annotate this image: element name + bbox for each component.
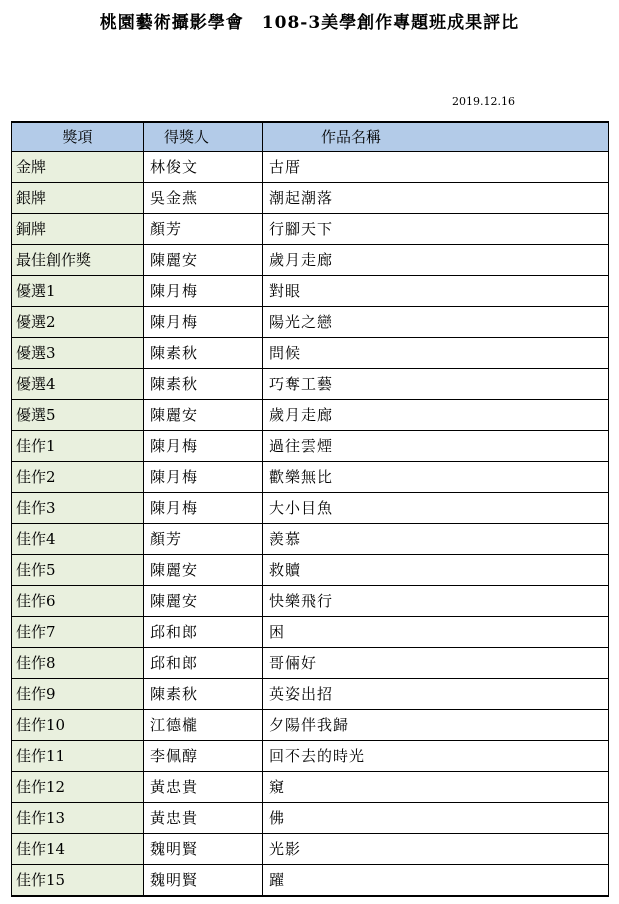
table-row — [12, 400, 609, 431]
work-cell: 過往雲煙 — [263, 431, 609, 462]
award-cell: 佳作12 — [12, 772, 144, 803]
winner-cell: 黃忠貴 — [144, 772, 263, 803]
table-header-row — [12, 122, 609, 152]
table-row — [12, 245, 609, 276]
header-work: 作品名稱 — [263, 122, 609, 152]
award-cell: 銅牌 — [12, 214, 144, 245]
work-cell: 英姿出招 — [263, 679, 609, 710]
work-cell: 潮起潮落 — [263, 183, 609, 214]
award-cell: 優選3 — [12, 338, 144, 369]
winner-cell: 陳麗安 — [144, 586, 263, 617]
table-row — [12, 524, 609, 555]
work-cell: 救贖 — [263, 555, 609, 586]
award-cell: 佳作7 — [12, 617, 144, 648]
header-winner: 得獎人 — [144, 122, 263, 152]
award-cell: 佳作13 — [12, 803, 144, 834]
award-cell: 佳作10 — [12, 710, 144, 741]
award-cell: 優選2 — [12, 307, 144, 338]
winner-cell: 陳素秋 — [144, 679, 263, 710]
award-cell: 佳作14 — [12, 834, 144, 865]
winner-cell: 陳麗安 — [144, 555, 263, 586]
table-row — [12, 369, 609, 400]
winner-cell: 陳月梅 — [144, 431, 263, 462]
work-cell: 對眼 — [263, 276, 609, 307]
award-cell: 佳作5 — [12, 555, 144, 586]
award-cell: 優選4 — [12, 369, 144, 400]
winner-cell: 陳月梅 — [144, 276, 263, 307]
work-cell: 歲月走廊 — [263, 245, 609, 276]
table-row — [12, 772, 609, 803]
award-cell: 佳作8 — [12, 648, 144, 679]
table-row — [12, 617, 609, 648]
table-row — [12, 803, 609, 834]
winner-cell: 魏明賢 — [144, 834, 263, 865]
table-row — [12, 648, 609, 679]
date-label: 2019.12.16 — [452, 95, 515, 108]
winner-cell: 顏芳 — [144, 524, 263, 555]
winner-cell: 陳月梅 — [144, 307, 263, 338]
winner-cell: 黃忠貴 — [144, 803, 263, 834]
work-cell: 窺 — [263, 772, 609, 803]
winner-cell: 江德櫳 — [144, 710, 263, 741]
winner-cell: 陳素秋 — [144, 369, 263, 400]
winner-cell: 陳月梅 — [144, 493, 263, 524]
award-cell: 優選1 — [12, 276, 144, 307]
table-body — [12, 152, 609, 897]
work-cell: 回不去的時光 — [263, 741, 609, 772]
work-cell: 困 — [263, 617, 609, 648]
results-table — [11, 121, 609, 897]
work-cell: 歲月走廊 — [263, 400, 609, 431]
award-cell: 最佳創作獎 — [12, 245, 144, 276]
work-cell: 快樂飛行 — [263, 586, 609, 617]
award-cell: 佳作1 — [12, 431, 144, 462]
award-cell: 佳作15 — [12, 865, 144, 897]
award-cell: 佳作11 — [12, 741, 144, 772]
winner-cell: 陳麗安 — [144, 245, 263, 276]
work-cell: 巧奪工藝 — [263, 369, 609, 400]
work-cell: 躍 — [263, 865, 609, 897]
winner-cell: 邱和郎 — [144, 617, 263, 648]
award-cell: 佳作3 — [12, 493, 144, 524]
winner-cell: 李佩醇 — [144, 741, 263, 772]
table-row — [12, 493, 609, 524]
table-row — [12, 307, 609, 338]
work-cell: 夕陽伴我歸 — [263, 710, 609, 741]
award-cell: 銀牌 — [12, 183, 144, 214]
table-row — [12, 741, 609, 772]
table-row — [12, 586, 609, 617]
work-cell: 行腳天下 — [263, 214, 609, 245]
winner-cell: 吳金燕 — [144, 183, 263, 214]
table-row — [12, 338, 609, 369]
award-cell: 佳作6 — [12, 586, 144, 617]
table-row — [12, 152, 609, 183]
work-cell: 羨慕 — [263, 524, 609, 555]
work-cell: 古厝 — [263, 152, 609, 183]
work-cell: 光影 — [263, 834, 609, 865]
award-cell: 金牌 — [12, 152, 144, 183]
winner-cell: 顏芳 — [144, 214, 263, 245]
work-cell: 佛 — [263, 803, 609, 834]
table-row — [12, 710, 609, 741]
table-row — [12, 834, 609, 865]
table-row — [12, 865, 609, 897]
winner-cell: 魏明賢 — [144, 865, 263, 897]
award-cell: 佳作4 — [12, 524, 144, 555]
winner-cell: 林俊文 — [144, 152, 263, 183]
table-row — [12, 214, 609, 245]
table-row — [12, 679, 609, 710]
table-row — [12, 183, 609, 214]
winner-cell: 陳素秋 — [144, 338, 263, 369]
table-row — [12, 431, 609, 462]
table-row — [12, 276, 609, 307]
winner-cell: 邱和郎 — [144, 648, 263, 679]
work-cell: 陽光之戀 — [263, 307, 609, 338]
table-row — [12, 462, 609, 493]
award-cell: 佳作9 — [12, 679, 144, 710]
award-cell: 優選5 — [12, 400, 144, 431]
page-title: 桃園藝術攝影學會 108-3美學創作專題班成果評比 — [99, 13, 520, 33]
work-cell: 大小目魚 — [263, 493, 609, 524]
work-cell: 哥倆好 — [263, 648, 609, 679]
work-cell: 歡樂無比 — [263, 462, 609, 493]
work-cell: 問候 — [263, 338, 609, 369]
header-award: 獎項 — [12, 122, 144, 152]
award-cell: 佳作2 — [12, 462, 144, 493]
winner-cell: 陳月梅 — [144, 462, 263, 493]
winner-cell: 陳麗安 — [144, 400, 263, 431]
table-row — [12, 555, 609, 586]
